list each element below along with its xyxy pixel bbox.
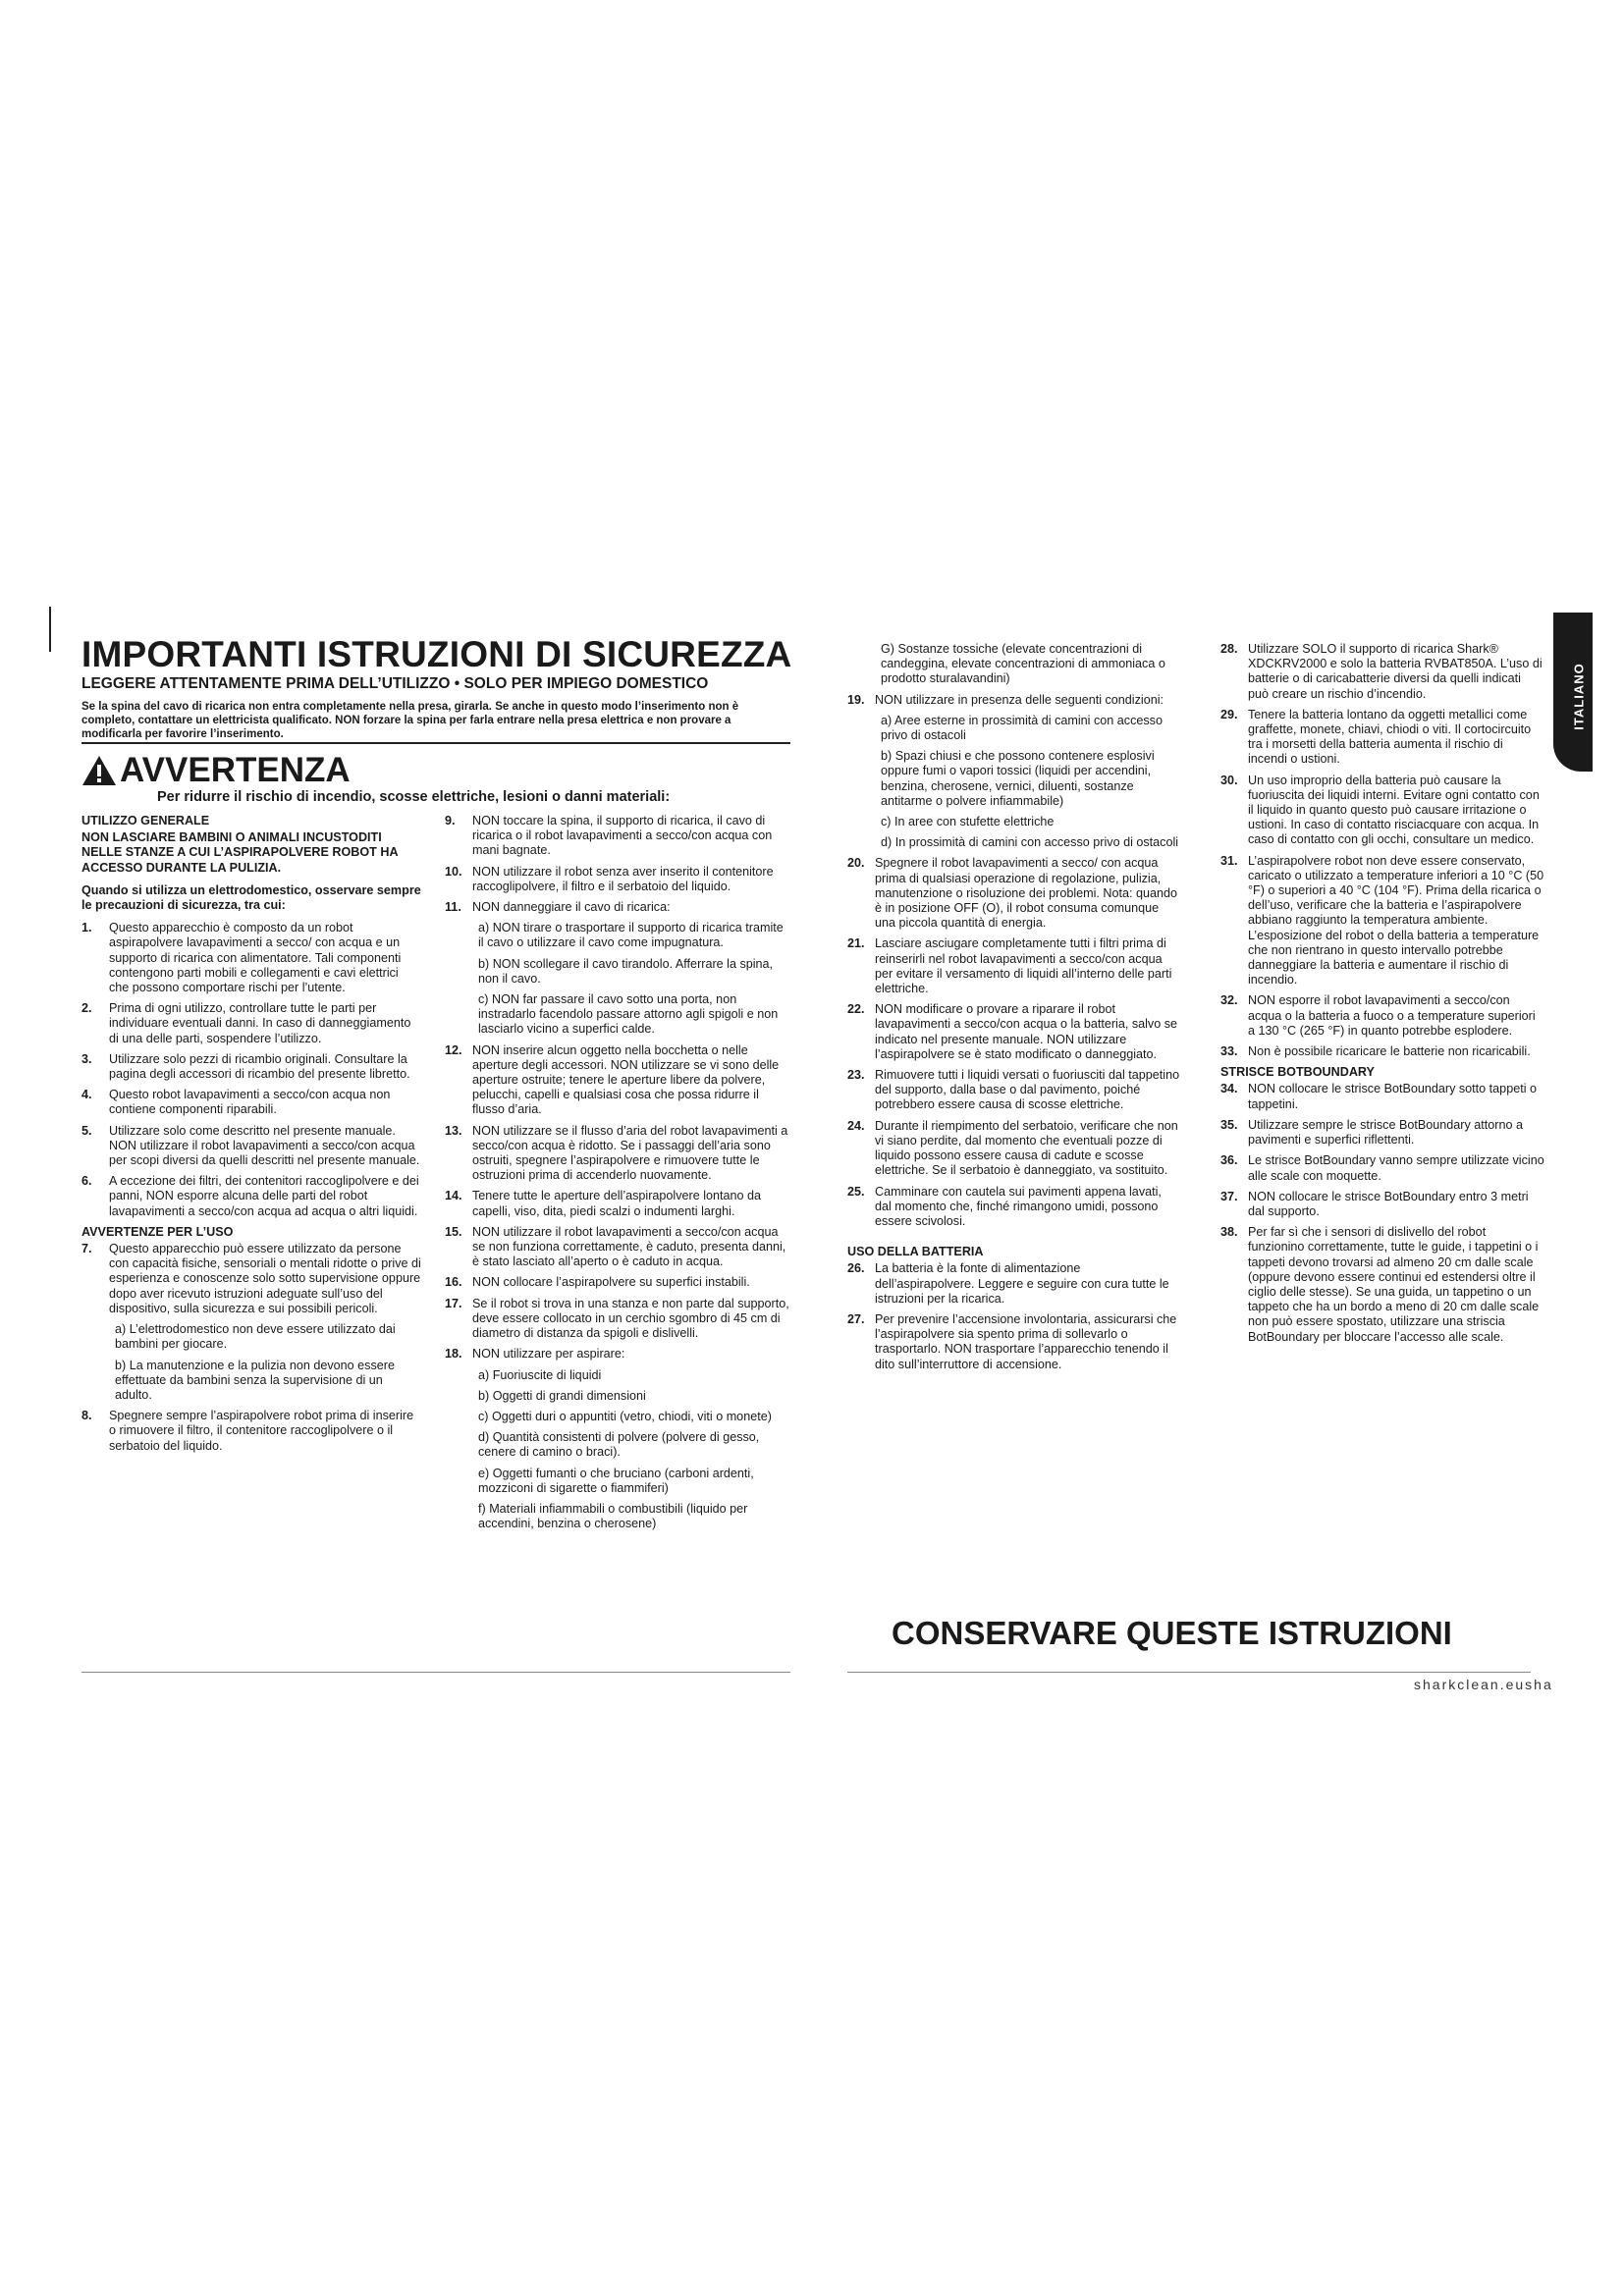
item-text: b) La manutenzione e la pulizia non devono essere effettuate da bambini senza la supervisione di un adulto.: [115, 1358, 395, 1402]
page-title: IMPORTANTI ISTRUZIONI DI SICUREZZA: [81, 634, 792, 674]
sub-item: [847, 835, 1181, 850]
sub-item: [81, 1359, 421, 1404]
numbered-item: [81, 1409, 421, 1454]
footer-title: CONSERVARE QUESTE ISTRUZIONI: [892, 1615, 1452, 1651]
sub-item: [445, 1389, 790, 1404]
item-text: e) Oggetti fumanti o che bruciano (carboni ardenti, mozziconi di sigarette o fiammiferi): [478, 1466, 754, 1495]
item-number: 23.: [847, 1068, 865, 1083]
language-tab-label: ITALIANO: [1571, 663, 1587, 730]
item-text: d) Quantità consistenti di polvere (polvere di gesso, cenere di camino o braci).: [478, 1430, 760, 1460]
numbered-item: [1220, 1153, 1544, 1183]
item-text: c) In aree con stufette elettriche: [881, 815, 1055, 829]
numbered-item: [445, 1124, 790, 1184]
item-text: A eccezione dei filtri, dei contenitori raccoglipolvere e dei panni, NON esporre alcuna delle parti del robot lavapavimenti a secco/con acqua ad acqua o altri liquidi.: [109, 1174, 419, 1218]
sub-item: [445, 1467, 790, 1496]
item-text: Prima di ogni utilizzo, controllare tutte le parti per individuare eventuali danni. In caso di danneggiamento di una delle parti, sospendere l’utilizzo.: [109, 1001, 411, 1045]
numbered-item: [1220, 1190, 1544, 1219]
item-text: NON utilizzare in presenza delle seguenti condizioni:: [875, 692, 1164, 707]
footer-divider: [81, 1672, 790, 1673]
numbered-item: [1220, 1118, 1544, 1148]
sub-item: [81, 1322, 421, 1352]
item-text: NON utilizzare il robot lavapavimenti a secco/con acqua se non funziona correttamente, è caduto, presenta danni, è stato lasciato all’aperto o è caduto in acqua.: [472, 1224, 786, 1269]
sub-item: [445, 1502, 790, 1531]
sub-item: [445, 1430, 790, 1460]
sub-item: [847, 714, 1181, 743]
item-text: La batteria è la fonte di alimentazione dell’aspirapolvere. Leggere e seguire con cura tutte le istruzioni per la ricarica.: [875, 1261, 1169, 1306]
item-number: [445, 1410, 472, 1424]
numbered-item: [847, 936, 1181, 996]
item-text: a) Fuoriuscite di liquidi: [478, 1367, 602, 1382]
item-number: 14.: [445, 1189, 462, 1203]
numbered-item: [81, 1124, 421, 1169]
item-number: 33.: [1220, 1044, 1238, 1059]
numbered-item: [81, 921, 421, 995]
item-number: 19.: [847, 692, 865, 707]
numbered-item: [445, 1043, 790, 1118]
numbered-item: [847, 856, 1181, 931]
numbered-item: [1220, 993, 1544, 1039]
item-text: L’aspirapolvere robot non deve essere conservato, caricato o utilizzato a temperature inferiori a 10 °C (50 °F) o superiori a 40 °C (104 °F). Prima della ricarica o dell’uso, verificare che la batteria e l’aspirapolvere abbiano raggiunto la temperatura ambiente. L’esposizione del robot o della batteria a temperature che non rientrano in questo intervallo potrebbe danneggiare la batteria e aumentare il rischio di incendio.: [1248, 853, 1544, 988]
item-text: a) L’elettrodomestico non deve essere utilizzato dai bambini per giocare.: [115, 1322, 396, 1352]
item-number: [81, 1359, 109, 1404]
column-4: [1220, 642, 1544, 1351]
item-text: c) Oggetti duri o appuntiti (vetro, chiodi, viti o monete): [478, 1409, 772, 1423]
item-text: NON toccare la spina, il supporto di ricarica, il cavo di ricarica o il robot lavapavimenti a secco/con acqua con mani bagnate.: [472, 814, 773, 858]
item-number: 26.: [847, 1261, 865, 1276]
sub-item: [445, 957, 790, 987]
item-number: 28.: [1220, 642, 1238, 656]
item-text: b) Oggetti di grandi dimensioni: [478, 1388, 646, 1403]
numbered-item: [445, 900, 790, 915]
page-subtitle: LEGGERE ATTENTAMENTE PRIMA DELL’UTILIZZO • SOLO PER IMPIEGO DOMESTICO: [81, 675, 709, 692]
numbered-item: [847, 1002, 1181, 1062]
item-text: Questo apparecchio può essere utilizzato da persone con capacità fisiche, sensoriali o mentali ridotte o prive di esperienza e conoscenze solo sotto supervisione oppure dopo aver ricevuto istruzioni adeguate sull’uso del dispositivo, sulla sicurezza e sui possibili pericoli.: [109, 1242, 421, 1315]
item-number: 4.: [81, 1088, 92, 1102]
item-number: [445, 921, 472, 950]
item-text: a) NON tirare o trasportare il supporto di ricarica tramite il cavo o utilizzare il cavo come impugnatura.: [478, 921, 784, 950]
item-text: Le strisce BotBoundary vanno sempre utilizzate vicino alle scale con moquette.: [1248, 1153, 1544, 1183]
paragraph: NON LASCIARE BAMBINI O ANIMALI INCUSTODITI NELLE STANZE A CUI L’ASPIRAPOLVERE ROBOT HA ACCESSO DURANTE LA PULIZIA.: [81, 830, 399, 875]
item-text: NON esporre il robot lavapavimenti a secco/con acqua o la batteria a fuoco o a temperature superiori a 130 °C (265 °F) in quanto potrebbe esplodere.: [1248, 993, 1536, 1038]
column-3: [847, 642, 1181, 1378]
item-text: d) In prossimità di camini con accesso privo di ostacoli: [881, 835, 1179, 850]
item-text: Utilizzare sempre le strisce BotBoundary attorno a pavimenti e superfici riflettenti.: [1248, 1117, 1523, 1148]
numbered-item: [1220, 642, 1544, 702]
column-1: [81, 814, 421, 1460]
item-text: Durante il riempimento del serbatoio, verificare che non vi siano perdite, dal momento che eventuali pozze di liquido possono essere causa di cadute e scosse elettriche. Se il serbatoio è danneggiato, va sostituito.: [875, 1118, 1178, 1178]
item-number: 17.: [445, 1296, 462, 1310]
section-heading: STRISCE BOTBOUNDARY: [1220, 1065, 1375, 1080]
item-text: b) NON scollegare il cavo tirandolo. Afferrare la spina, non il cavo.: [478, 956, 774, 986]
item-text: NON utilizzare per aspirare:: [472, 1347, 625, 1362]
item-text: a) Aree esterne in prossimità di camini con accesso privo di ostacoli: [881, 713, 1163, 743]
item-number: 25.: [847, 1184, 865, 1199]
paragraph: Quando si utilizza un elettrodomestico, osservare sempre le precauzioni di sicurezza, tra cui:: [81, 882, 421, 913]
item-number: 1.: [81, 921, 92, 935]
numbered-item: [81, 1052, 421, 1082]
intro-paragraph: Se la spina del cavo di ricarica non entra completamente nella presa, girarla. Se anche in questo modo l’inserimento non è completo, contattare un elettricista qualificato. NON forzare la spina per farla entrare nella presa elettrica e non provare a modificarla per favorire l’inserimento.: [81, 701, 739, 740]
item-number: 10.: [445, 864, 462, 879]
item-text: f) Materiali infiammabili o combustibili (liquido per accendini, benzina o cherosene): [478, 1501, 748, 1531]
numbered-item: [1220, 854, 1544, 988]
item-number: 27.: [847, 1311, 865, 1326]
item-text: Utilizzare solo come descritto nel presente manuale. NON utilizzare il robot lavapavimenti a secco/con acqua per scopi diversi da quelli descritti nel presente manuale.: [109, 1123, 420, 1168]
numbered-item: [445, 1297, 790, 1342]
item-number: 13.: [445, 1123, 462, 1138]
numbered-item: [847, 1185, 1181, 1230]
numbered-item: [81, 1242, 421, 1316]
numbered-item: [847, 1068, 1181, 1113]
item-text: Lasciare asciugare completamente tutti i filtri prima di reinserirli nel robot lavapavimenti a secco/con acqua per evitare il versamento di liquidi all’interno delle parti elettriche.: [875, 936, 1172, 996]
item-number: 30.: [1220, 773, 1238, 787]
numbered-item: [847, 693, 1181, 708]
numbered-item: [847, 1312, 1181, 1372]
item-number: [445, 1467, 472, 1496]
item-number: 22.: [847, 1002, 865, 1017]
item-text: Se il robot si trova in una stanza e non parte dal supporto, deve essere collocato in un cerchio sgombro di 45 cm di diametro di distanza da spigoli e dislivelli.: [472, 1296, 789, 1341]
divider: [81, 742, 790, 744]
item-text: Non è possibile ricaricare le batterie non ricaricabili.: [1248, 1044, 1531, 1059]
item-number: 2.: [81, 1001, 92, 1016]
item-number: [81, 1322, 109, 1352]
item-text: NON collocare le strisce BotBoundary sotto tappeti o tappetini.: [1248, 1082, 1537, 1111]
item-number: [847, 815, 875, 829]
item-number: 6.: [81, 1174, 92, 1189]
item-number: 20.: [847, 856, 865, 871]
numbered-item: [445, 865, 790, 894]
item-text: NON utilizzare se il flusso d’aria del robot lavapavimenti a secco/con acqua è ridotto. Se i passaggi dell’aria sono ostruiti, spegnere l’aspirapolvere e rimuovere tutte le ostruzioni prima di accenderlo nuovamente.: [472, 1123, 788, 1183]
item-text: G) Sostanze tossiche (elevate concentrazioni di candeggina, elevate concentrazioni di ammoniaca o prodotto sturalavandini): [881, 642, 1165, 686]
item-number: [847, 642, 875, 687]
numbered-item: [847, 1261, 1181, 1307]
warning-title: AVVERTENZA: [120, 751, 351, 789]
sub-item: [445, 992, 790, 1038]
section-heading: AVVERTENZE PER L’USO: [81, 1224, 234, 1239]
item-text: NON utilizzare il robot senza aver inserito il contenitore raccoglipolvere, il filtro e il serbatoio del liquido.: [472, 864, 774, 893]
item-text: NON modificare o provare a riparare il robot lavapavimenti a secco/con acqua o la batteria, salvo se indicato nel presente manuale. NON utilizzare l’aspirapolvere se è stato modificato o danneggiato.: [875, 1002, 1178, 1061]
item-number: [847, 714, 875, 743]
numbered-item: [445, 1225, 790, 1270]
numbered-item: [1220, 1225, 1544, 1345]
item-number: 3.: [81, 1051, 92, 1066]
warning-subtitle: Per ridurre il rischio di incendio, scosse elettriche, lesioni o danni materiali:: [157, 789, 671, 805]
item-number: [445, 992, 472, 1038]
numbered-item: [81, 1088, 421, 1117]
item-number: [847, 749, 875, 809]
sub-item: [847, 815, 1181, 829]
numbered-item: [81, 1001, 421, 1046]
numbered-item: [445, 1347, 790, 1362]
website-url: sharkclean.eusha: [1414, 1677, 1553, 1692]
item-number: [847, 835, 875, 850]
sub-item: [847, 642, 1181, 687]
item-number: 21.: [847, 936, 865, 951]
item-text: Tenere la batteria lontano da oggetti metallici come graffette, monete, chiavi, chiodi o viti. Il cortocircuito tra i morsetti della batteria aumenta il rischio di incendi o ustioni.: [1248, 707, 1532, 767]
item-text: Camminare con cautela sui pavimenti appena lavati, dal momento che, finché rimangono umidi, possono essere scivolosi.: [875, 1184, 1162, 1228]
sub-item: [445, 1368, 790, 1383]
numbered-item: [1220, 1044, 1544, 1059]
warning-triangle-icon: [81, 755, 117, 786]
numbered-item: [1220, 774, 1544, 848]
item-text: NON inserire alcun oggetto nella bocchetta o nelle aperture degli accessori. NON utilizzare se vi sono delle aperture ostruite; tenere le aperture libere da polvere, pelucchi, capelli e qualsiasi cosa che possa ridurre il flusso d’aria.: [472, 1042, 780, 1117]
item-number: 24.: [847, 1118, 865, 1133]
footer-divider: [847, 1672, 1531, 1673]
numbered-item: [847, 1119, 1181, 1179]
margin-rule: [49, 607, 51, 652]
item-number: [445, 1389, 472, 1404]
item-text: Tenere tutte le aperture dell’aspirapolvere lontano da capelli, viso, dita, piedi scalzi o indumenti larghi.: [472, 1189, 762, 1218]
item-number: 38.: [1220, 1225, 1238, 1240]
item-text: NON danneggiare il cavo di ricarica:: [472, 900, 671, 915]
numbered-item: [1220, 708, 1544, 768]
column-2: [445, 814, 790, 1537]
item-number: 9.: [445, 814, 456, 828]
item-number: 34.: [1220, 1082, 1238, 1096]
item-text: Per far sì che i sensori di dislivello del robot funzionino correttamente, tutte le guide, i tappetini o i tappeti devono trovarsi ad almeno 20 cm dalle scale (oppure devono essere continui ed estendersi oltre il ciglio delle stesse). Se una guida, un tappetino o un tappeto che ha un bordo a meno di 20 cm dalle scale non può essere spostato, utilizzare una striscia BotBoundary per bloccare l’accesso alle scale.: [1248, 1225, 1540, 1344]
item-text: Questo apparecchio è composto da un robot aspirapolvere lavapavimenti a secco/ con acqua e un supporto di ricarica con alimentatore. Tali componenti contengono parti mobili e collegamenti e cavi elettrici che possono comportare rischi per l’utente.: [109, 921, 402, 995]
item-number: 18.: [445, 1347, 462, 1362]
section-heading: UTILIZZO GENERALE: [81, 814, 210, 828]
item-text: Un uso improprio della batteria può causare la fuoriuscita dei liquidi interni. Evitare ogni contatto con il liquido in quanto questo può causare irritazione o ustioni. In caso di contatto risciacquare con acqua. In caso di contatto con gli occhi, consultare un medico.: [1248, 773, 1540, 847]
item-number: [445, 1368, 472, 1383]
item-text: Rimuovere tutti i liquidi versati o fuoriusciti dal tappetino del supporto, dalla base o dal pavimento, poiché potrebbero essere causa di scosse elettriche.: [875, 1068, 1180, 1112]
item-text: Spegnere il robot lavapavimenti a secco/ con acqua prima di qualsiasi operazione di regolazione, pulizia, manutenzione o risoluzione dei problemi. Nota: quando è in posizione OFF (O), il robot consuma comunque una piccola quantità di energia.: [875, 856, 1178, 931]
item-text: Spegnere sempre l’aspirapolvere robot prima di inserire o rimuovere il filtro, il contenitore raccoglipolvere o il serbatoio del liquido.: [109, 1409, 414, 1453]
item-text: b) Spazi chiusi e che possono contenere esplosivi oppure fumi o vapori tossici (liquidi per accendini, benzina, cherosene, vernici, diluenti, sostanze antitarme o polvere infiammabile): [881, 749, 1155, 808]
item-number: 31.: [1220, 853, 1238, 868]
item-number: 8.: [81, 1409, 92, 1423]
item-text: NON collocare l’aspirapolvere su superfici instabili.: [472, 1275, 750, 1290]
item-number: 35.: [1220, 1117, 1238, 1132]
item-number: [445, 957, 472, 987]
warning-heading: [81, 751, 351, 790]
sub-item: [847, 749, 1181, 809]
item-number: 12.: [445, 1042, 462, 1057]
numbered-item: [445, 814, 790, 859]
item-number: [445, 1430, 472, 1460]
item-text: Per prevenire l’accensione involontaria, assicurarsi che l’aspirapolvere sia spento prima di sollevarlo o trasportarlo. NON trasportare l’apparecchio tenendo il dito sull’interruttore di accensione.: [875, 1311, 1177, 1371]
numbered-item: [1220, 1082, 1544, 1111]
item-number: 29.: [1220, 707, 1238, 721]
item-text: c) NON far passare il cavo sotto una porta, non instradarlo facendolo passare attorno agli spigoli e non lasciarlo vicino a superfici calde.: [478, 992, 779, 1037]
sub-item: [445, 921, 790, 950]
item-number: 7.: [81, 1242, 92, 1256]
section-heading: USO DELLA BATTERIA: [847, 1245, 984, 1259]
item-text: Questo robot lavapavimenti a secco/con acqua non contiene componenti riparabili.: [109, 1088, 391, 1117]
item-number: 37.: [1220, 1189, 1238, 1203]
sub-item: [445, 1410, 790, 1424]
item-text: Utilizzare SOLO il supporto di ricarica Shark® XDCKRV2000 e solo la batteria RVBAT850A. L’uso di batterie o di caricabatterie diversi da quelli indicati può creare un rischio d’incendio.: [1248, 642, 1543, 701]
item-number: 36.: [1220, 1153, 1238, 1168]
numbered-item: [445, 1275, 790, 1290]
item-number: 11.: [445, 900, 461, 915]
item-number: 16.: [445, 1275, 462, 1290]
item-number: 15.: [445, 1224, 462, 1239]
numbered-item: [81, 1174, 421, 1219]
item-number: [445, 1502, 472, 1531]
item-text: NON collocare le strisce BotBoundary entro 3 metri dal supporto.: [1248, 1189, 1529, 1218]
item-number: 32.: [1220, 993, 1238, 1008]
numbered-item: [445, 1189, 790, 1218]
item-number: 5.: [81, 1123, 92, 1138]
item-text: Utilizzare solo pezzi di ricambio originali. Consultare la pagina degli accessori di ricambio del presente libretto.: [109, 1051, 410, 1082]
